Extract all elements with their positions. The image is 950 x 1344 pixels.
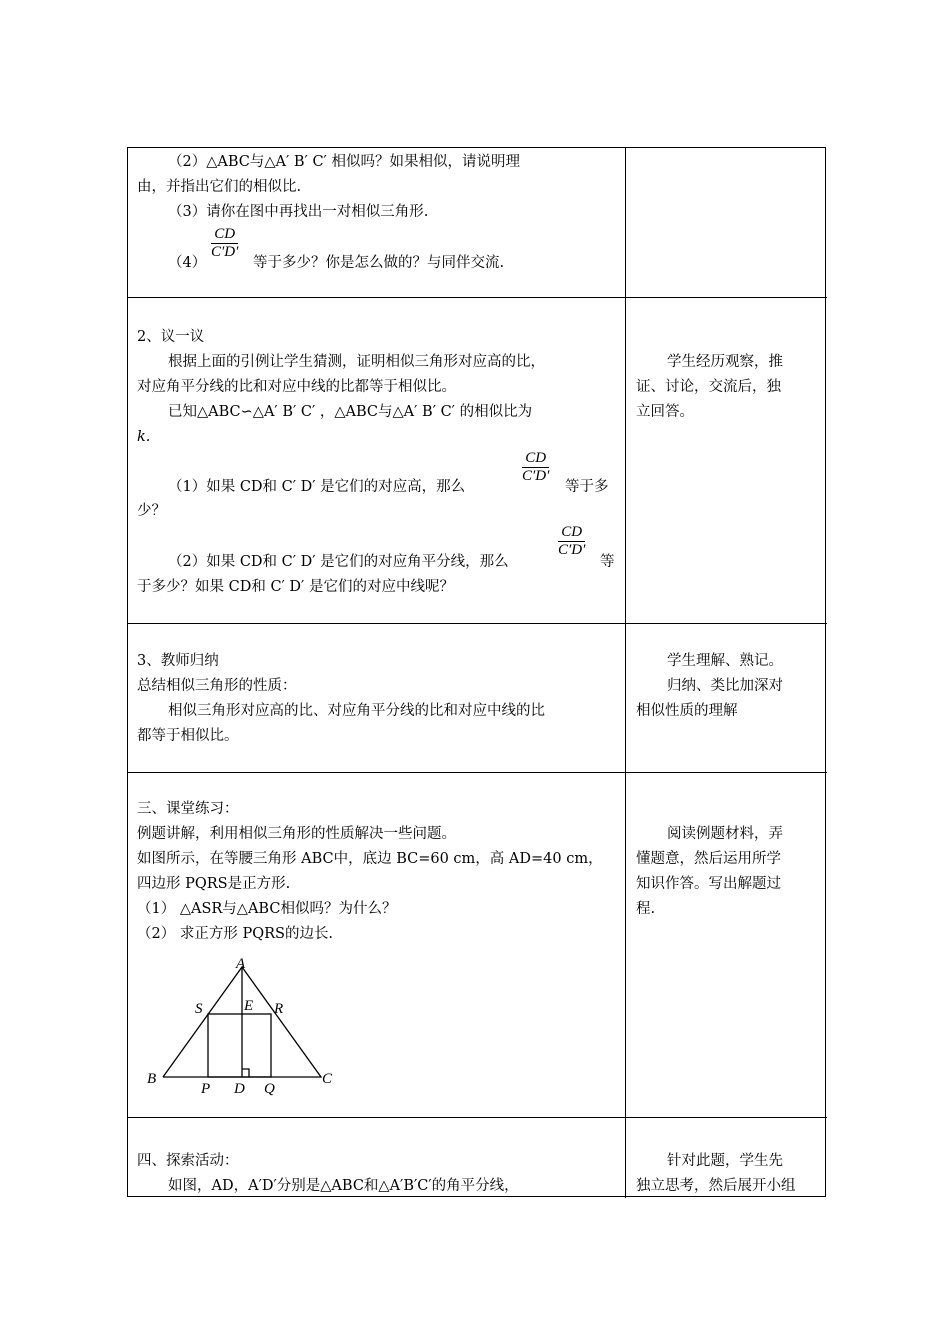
- label-r: R: [274, 1001, 284, 1017]
- row2-p1-line1: 根据上面的引例让学生猜测，证明相似三角形对应高的比，: [168, 354, 545, 370]
- row3-line2: 总结相似三角形的性质：: [137, 678, 297, 694]
- row2-right-line2: 证、讨论，交流后，独: [636, 379, 781, 395]
- row4-item1: （1） △ASR与△ABC相似吗？为什么？: [137, 901, 397, 917]
- row1-q2-line2: 由，并指出它们的相似比.: [137, 179, 302, 195]
- label-q: Q: [264, 1081, 275, 1097]
- row4-line4: 四边形 PQRS是正方形.: [137, 876, 291, 892]
- row4-title: 三、课堂练习：: [137, 801, 239, 817]
- row4-right-line2: 懂题意，然后运用所学: [636, 851, 781, 867]
- row2-q1-line2: 少？: [137, 503, 166, 519]
- row-divider: [128, 297, 827, 298]
- row1-q4-prefix: （4）: [168, 255, 207, 271]
- row4-line2: 例题讲解，利用相似三角形的性质解决一些问题。: [137, 826, 456, 842]
- label-e: E: [244, 998, 254, 1014]
- row2-p2-line1: 已知△ABC∽△A′ B′ C′ ，△ABC与△A′ B′ C′ 的相似比为: [168, 404, 533, 420]
- row2-fraction-2: [558, 524, 585, 559]
- row4-right-line4: 程.: [636, 901, 656, 917]
- row4-right-line1: 阅读例题材料，弄: [667, 826, 783, 842]
- row2-title: 2、议一议: [137, 329, 205, 345]
- row2-q1-tail: 等于多: [565, 479, 609, 495]
- triangle-square-figure: [145, 955, 345, 1097]
- fraction-denominator: C′D′: [522, 468, 550, 484]
- row3-right-line3: 相似性质的理解: [636, 703, 738, 719]
- label-p: P: [201, 1081, 211, 1097]
- column-divider: [625, 148, 626, 1198]
- row5-line2: 如图，AD，A′D′分别是△ABC和△A′B′C′的角平分线，: [168, 1178, 519, 1194]
- row2-q2-tail: 等: [600, 554, 615, 570]
- right-angle-mark: [242, 1069, 249, 1077]
- row2-q2-line1: （2）如果 CD和 C′ D′ 是它们的对应角平分线，那么: [168, 554, 509, 570]
- row1-fraction: [211, 226, 238, 261]
- row5-right-line1: 针对此题，学生先: [667, 1153, 783, 1169]
- row-divider: [128, 1117, 827, 1118]
- row2-q1-line1: （1）如果 CD和 C′ D′ 是它们的对应高，那么: [168, 479, 466, 495]
- row2-right-line3: 立回答。: [636, 404, 694, 420]
- label-b: B: [147, 1071, 157, 1087]
- fraction-denominator: C′D′: [211, 244, 239, 260]
- row2-right-line1: 学生经历观察，推: [667, 354, 783, 370]
- row3-right-line2: 归纳、类比加深对: [667, 678, 783, 694]
- row4-item2: （2） 求正方形 PQRS的边长.: [137, 926, 334, 942]
- label-c: C: [322, 1071, 333, 1087]
- row-divider: [128, 772, 827, 773]
- row4-right-line3: 知识作答。写出解题过: [636, 876, 781, 892]
- label-a: A: [236, 956, 246, 972]
- label-d: D: [234, 1081, 245, 1097]
- row4-line3: 如图所示，在等腰三角形 ABC中，底边 BC=60 cm，高 AD=40 cm，: [137, 851, 603, 867]
- fraction-numerator: CD: [211, 226, 238, 244]
- square-pqrs: [208, 1014, 271, 1077]
- row5-title: 四、探索活动：: [137, 1153, 239, 1169]
- row5-right-line2: 独立思考，然后展开小组: [636, 1178, 796, 1194]
- row3-right-line1: 学生理解、熟记。: [667, 653, 783, 669]
- row1-q4-suffix: 等于多少？你是怎么做的？与同伴交流.: [253, 255, 505, 271]
- row-divider: [128, 623, 827, 624]
- row1-q2-line1: （2）△ABC与△A′ B′ C′ 相似吗？如果相似，请说明理: [168, 154, 520, 170]
- label-s: S: [195, 1001, 203, 1017]
- row3-line4: 都等于相似比。: [137, 728, 239, 744]
- row3-line3: 相似三角形对应高的比、对应角平分线的比和对应中线的比: [168, 703, 545, 719]
- row3-title: 3、教师归纳: [137, 653, 219, 669]
- fraction-numerator: CD: [558, 524, 585, 542]
- row2-p1-line2: 对应角平分线的比和对应中线的比都等于相似比。: [137, 379, 456, 395]
- row2-p2-line2: k.: [137, 429, 151, 445]
- fraction-numerator: CD: [522, 450, 549, 468]
- row2-q2-line2: 于多少？如果 CD和 C′ D′ 是它们的对应中线呢？: [137, 579, 454, 595]
- row2-fraction-1: [522, 450, 549, 485]
- fraction-denominator: C′D′: [558, 542, 586, 558]
- row1-q3: （3）请你在图中再找出一对相似三角形.: [168, 204, 429, 220]
